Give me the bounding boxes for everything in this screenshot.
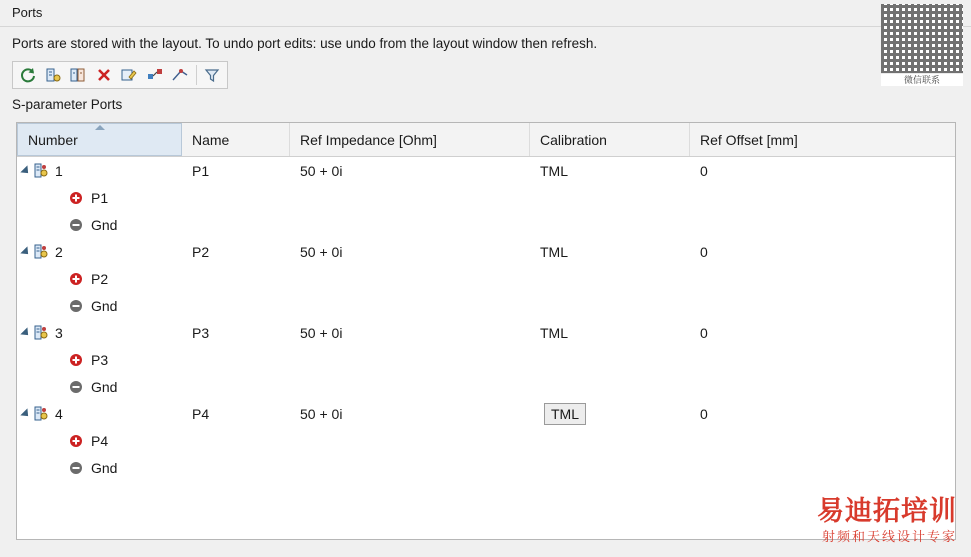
port-name-cell[interactable]: P3 — [192, 324, 210, 341]
column-header-calibration-label: Calibration — [540, 131, 607, 148]
table-row[interactable] — [17, 400, 955, 427]
column-header-ref-impedance-label: Ref Impedance [Ohm] — [300, 131, 437, 148]
title-divider — [0, 26, 971, 27]
port-number-cell[interactable] — [17, 406, 182, 422]
negative-terminal-icon — [69, 218, 83, 232]
column-header-ref-offset-label: Ref Offset [mm] — [700, 131, 798, 148]
port-icon — [34, 325, 48, 340]
column-header-number[interactable] — [17, 123, 182, 156]
terminal-label: P2 — [91, 270, 109, 287]
terminal-label: P3 — [91, 351, 109, 368]
port-ref-offset-cell[interactable]: 0 — [700, 324, 708, 341]
port-number-cell[interactable] — [17, 325, 182, 341]
port-number-label: 1 — [55, 162, 63, 179]
port-ref-impedance-cell[interactable]: 50 + 0i — [300, 162, 343, 179]
qr-code-caption: 微信联系 — [881, 73, 963, 86]
terminal-row-negative[interactable] — [17, 454, 955, 481]
positive-terminal-icon — [69, 434, 83, 448]
refresh-icon[interactable] — [16, 63, 39, 87]
section-label: S-parameter Ports — [12, 97, 123, 112]
terminal-label: Gnd — [91, 459, 118, 476]
port-calibration-cell[interactable]: TML — [540, 243, 568, 260]
positive-terminal-icon — [69, 191, 83, 205]
qr-code-image — [881, 4, 963, 74]
column-header-calibration[interactable] — [530, 123, 690, 156]
terminal-row-negative[interactable] — [17, 211, 955, 238]
positive-terminal-icon — [69, 272, 83, 286]
delete-icon[interactable] — [92, 63, 115, 87]
differential-port-icon[interactable] — [67, 63, 90, 87]
port-number-label: 2 — [55, 243, 63, 260]
window-title: Ports — [0, 0, 971, 26]
positive-terminal-icon — [69, 353, 83, 367]
column-header-name-label: Name — [192, 131, 230, 148]
table-header — [17, 123, 955, 157]
port-number-cell[interactable] — [17, 163, 182, 179]
brand-watermark-subtitle: 射频和天线设计专家 — [821, 529, 957, 544]
terminal-row-negative[interactable] — [17, 373, 955, 400]
edit-port-icon[interactable] — [118, 63, 141, 87]
column-header-ref-impedance[interactable] — [290, 123, 530, 156]
ports-table — [16, 122, 956, 540]
toolbar-separator — [196, 65, 197, 85]
expand-collapse-icon[interactable] — [20, 408, 31, 419]
port-name-cell[interactable]: P1 — [192, 162, 210, 179]
filter-icon[interactable] — [201, 63, 224, 87]
terminal-row-positive[interactable] — [17, 265, 955, 292]
negative-terminal-icon — [69, 299, 83, 313]
qr-code-watermark — [881, 4, 963, 86]
terminal-row-positive[interactable] — [17, 346, 955, 373]
port-ref-impedance-cell[interactable]: 50 + 0i — [300, 405, 343, 422]
port-number-label: 3 — [55, 324, 63, 341]
reference-icon[interactable] — [168, 63, 191, 87]
expand-collapse-icon[interactable] — [20, 246, 31, 257]
port-ref-impedance-cell[interactable]: 50 + 0i — [300, 324, 343, 341]
terminal-label: Gnd — [91, 378, 118, 395]
table-row[interactable] — [17, 157, 955, 184]
table-row[interactable] — [17, 238, 955, 265]
table-body — [17, 157, 955, 481]
port-ref-offset-cell[interactable]: 0 — [700, 162, 708, 179]
negative-terminal-icon — [69, 380, 83, 394]
port-icon — [34, 244, 48, 259]
auto-assign-icon[interactable] — [143, 63, 166, 87]
port-number-cell[interactable] — [17, 244, 182, 260]
terminal-label: Gnd — [91, 216, 118, 233]
port-calibration-cell[interactable]: TML — [540, 162, 568, 179]
terminal-row-positive[interactable] — [17, 184, 955, 211]
terminal-label: P1 — [91, 189, 109, 206]
port-icon — [34, 406, 48, 421]
column-header-name[interactable] — [182, 123, 290, 156]
negative-terminal-icon — [69, 461, 83, 475]
expand-collapse-icon[interactable] — [20, 327, 31, 338]
port-ref-offset-cell[interactable]: 0 — [700, 243, 708, 260]
port-ref-offset-cell[interactable]: 0 — [700, 405, 708, 422]
ports-toolbar — [12, 61, 228, 89]
port-ref-impedance-cell[interactable]: 50 + 0i — [300, 243, 343, 260]
column-header-ref-offset[interactable] — [690, 123, 955, 156]
port-icon — [34, 163, 48, 178]
expand-collapse-icon[interactable] — [20, 165, 31, 176]
terminal-label: Gnd — [91, 297, 118, 314]
port-number-label: 4 — [55, 405, 63, 422]
table-row[interactable] — [17, 319, 955, 346]
terminal-row-negative[interactable] — [17, 292, 955, 319]
port-name-cell[interactable]: P2 — [192, 243, 210, 260]
brand-watermark-title: 易迪拓培训 — [817, 496, 957, 526]
ports-description: Ports are stored with the layout. To undo port edits: use undo from the layout window then refresh. — [12, 36, 598, 51]
calibration-selected-value[interactable]: TML — [544, 403, 586, 425]
port-name-cell[interactable]: P4 — [192, 405, 210, 422]
port-calibration-cell[interactable] — [530, 403, 690, 425]
terminal-row-positive[interactable] — [17, 427, 955, 454]
single-ended-port-icon[interactable] — [41, 63, 64, 87]
port-calibration-cell[interactable]: TML — [540, 324, 568, 341]
sort-ascending-icon — [95, 125, 105, 130]
terminal-label: P4 — [91, 432, 109, 449]
column-header-number-label: Number — [28, 131, 78, 148]
